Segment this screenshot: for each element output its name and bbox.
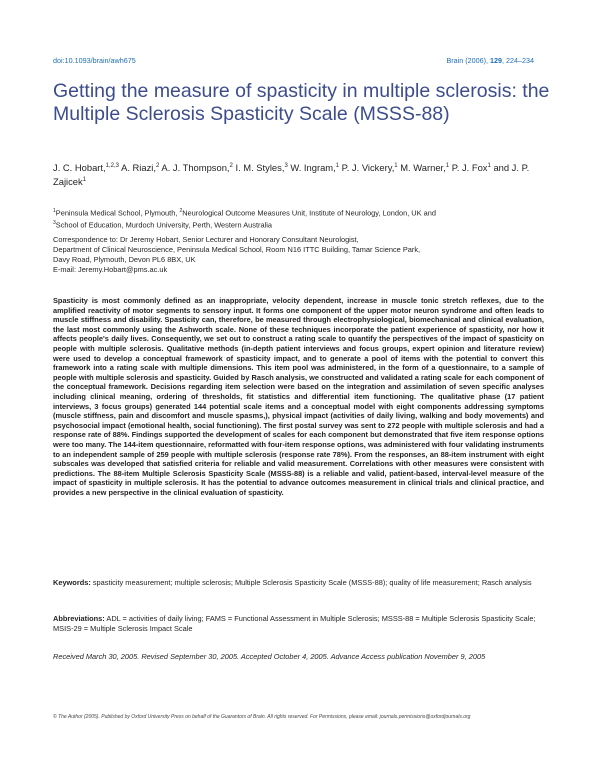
affil-1: Peninsula Medical School, Plymouth, (55, 208, 180, 218)
author-list (53, 160, 548, 188)
page-title: Getting the measure of spasticity in multiple sclerosis: the Multiple Sclerosis Spasticity Scale (MSSS-88) (53, 80, 550, 125)
author-name: I. M. Styles, (235, 162, 285, 174)
author-name: M. Warner, (400, 162, 446, 174)
author-name: P. J. Fox (451, 162, 488, 174)
keywords-text: spasticity measurement; multiple sclerosis; Multiple Sclerosis Spasticity Scale (MSSS-88); quality of life measurement; Rasch analysis (90, 578, 532, 587)
corr-email[interactable]: E-mail: Jeremy.Hobart@pms.ac.uk (53, 265, 168, 274)
copyright-notice: © The Author (2005). Published by Oxford University Press on behalf of the Guarantors of Brain. All rights reserved. For Permissions, please email: journals.permissions@oxfordjournals.org (53, 714, 471, 720)
correspondence (53, 235, 548, 275)
affil-2: Neurological Outcome Measures Unit, Institute of Neurology, London, UK and (182, 208, 436, 218)
affil-sup-3: 3 (53, 220, 56, 227)
corr-line-3: Davy Road, Plymouth, Devon PL6 8BX, UK (53, 255, 196, 264)
keywords-label: Keywords: (53, 578, 91, 587)
author-affil-sup: 3 (284, 163, 288, 169)
author-affil-sup: 1 (394, 163, 398, 169)
journal-name: Brain (2006), (446, 56, 491, 65)
keywords (53, 578, 544, 588)
author-name: A. Riazi, (121, 162, 156, 174)
author-name: W. Ingram, (290, 162, 336, 174)
journal-pages: , 224–234 (502, 56, 534, 65)
affil-3: School of Education, Murdoch University, Perth, Western Australia (55, 220, 272, 230)
author-name: J. C. Hobart, (53, 162, 106, 174)
abbreviations-label: Abbreviations: (53, 614, 105, 623)
author-affil-sup: 1 (82, 177, 87, 184)
author-affil-sup: 1,2,3 (105, 163, 119, 169)
abbreviations (53, 614, 544, 634)
affiliations (53, 206, 548, 231)
journal-citation[interactable] (446, 56, 534, 65)
affil-sup-2: 2 (179, 208, 183, 214)
affil-sup-1: 1 (53, 208, 56, 214)
corr-line-1: Correspondence to: Dr Jeremy Hobart, Senior Lecturer and Honorary Consultant Neurologist, (53, 235, 359, 244)
author-affil-sup: 1 (487, 163, 491, 169)
journal-volume: 129 (490, 56, 503, 65)
corr-line-2: Department of Clinical Neuroscience, Peninsula Medical School, Room N16 ITTC Building, Tamar Science Park, (53, 245, 421, 254)
received-dates: Received March 30, 2005. Revised September 30, 2005. Accepted October 4, 2005. Advance Access publication November 9, 2005 (53, 652, 486, 661)
author-name: and J. P. Zajicek (53, 162, 530, 188)
author-name: A. J. Thompson, (161, 162, 230, 174)
author-name: P. J. Vickery, (341, 162, 395, 174)
author-affil-sup: 1 (335, 163, 340, 169)
doi-link[interactable]: doi:10.1093/brain/awh675 (53, 56, 136, 65)
author-affil-sup: 2 (229, 163, 233, 169)
abbreviations-text: ADL = activities of daily living; FAMS = Functional Assessment in Multiple Sclerosis; MSSS-88 = Multiple Sclerosis Spasticity Scale; MSIS-29 = Multiple Sclerosis Impact Scale (53, 614, 536, 633)
author-affil-sup: 1 (445, 163, 450, 169)
author-affil-sup: 2 (155, 163, 160, 169)
abstract: Spasticity is most commonly defined as an inappropriate, velocity dependent, increase in muscle tonic stretch reflexes, due to the amplified reactivity of motor segments to sensory input. It forms one component of the upper motor neuron syndrome and often leads to muscle stiffness and disability. Spasticity can, therefore, be measured through electrophysiological, biomechanical and clinical evaluation, the last most commonly using the Ashworth scale. None of these techniques incorporate the patient experience of spasticity, nor how it affects people's daily lives. Consequently, we set out to construct a rating scale to quantify the perspectives of the impact of spasticity on people with multiple sclerosis. Qualitative methods (in-depth patient interviews and focus groups, expert opinion and literature review) were used to develop a conceptual framework of spasticity impact, and to generate a pool of items with the potential to convert this framework into a rating scale with multiple dimensions. This item pool was administered, in the form of a questionnaire, to a sample of people with multiple sclerosis and spasticity. Guided by Rasch analysis, we constructed and validated a rating scale for each component of the conceptual framework. Decisions regarding item selection were based on the integration and assimilation of seven specific analyses including clinical meaning, ordering of thresholds, fit statistics and differential item functioning. The qualitative phase (17 patient interviews, 3 focus groups) generated 144 potential scale items and a conceptual model with eight components addressing symptoms (muscle stiffness, pain and discomfort and muscle spasms,), physical impact (activities of daily living, walking and body movements) and psychosocial impact (emotional health, social functioning). The first postal survey was sent to 272 people with multiple sclerosis and had a response rate of 88%. Findings supported the development of scales for each component but demonstrated that five item response options were too many. The 144-item questionnaire, reformatted with four-item response options, was administered with four validating instruments to an independent sample of 259 people with multiple sclerosis (response rate 78%). From the responses, an 88-item instrument with eight subscales was developed that satisfied criteria for reliable and valid measurement. Correlations with other measures were consistent with predictions. The 88-item Multiple Sclerosis Spasticity Scale (MSSS-88) is a reliable and valid, patient-based, interval-level measure of the impact of spasticity in multiple sclerosis. It has the potential to advance outcomes measurement in clinical trials and clinical practice, and provides a new perspective in the clinical evaluation of spasticity. (53, 296, 545, 497)
